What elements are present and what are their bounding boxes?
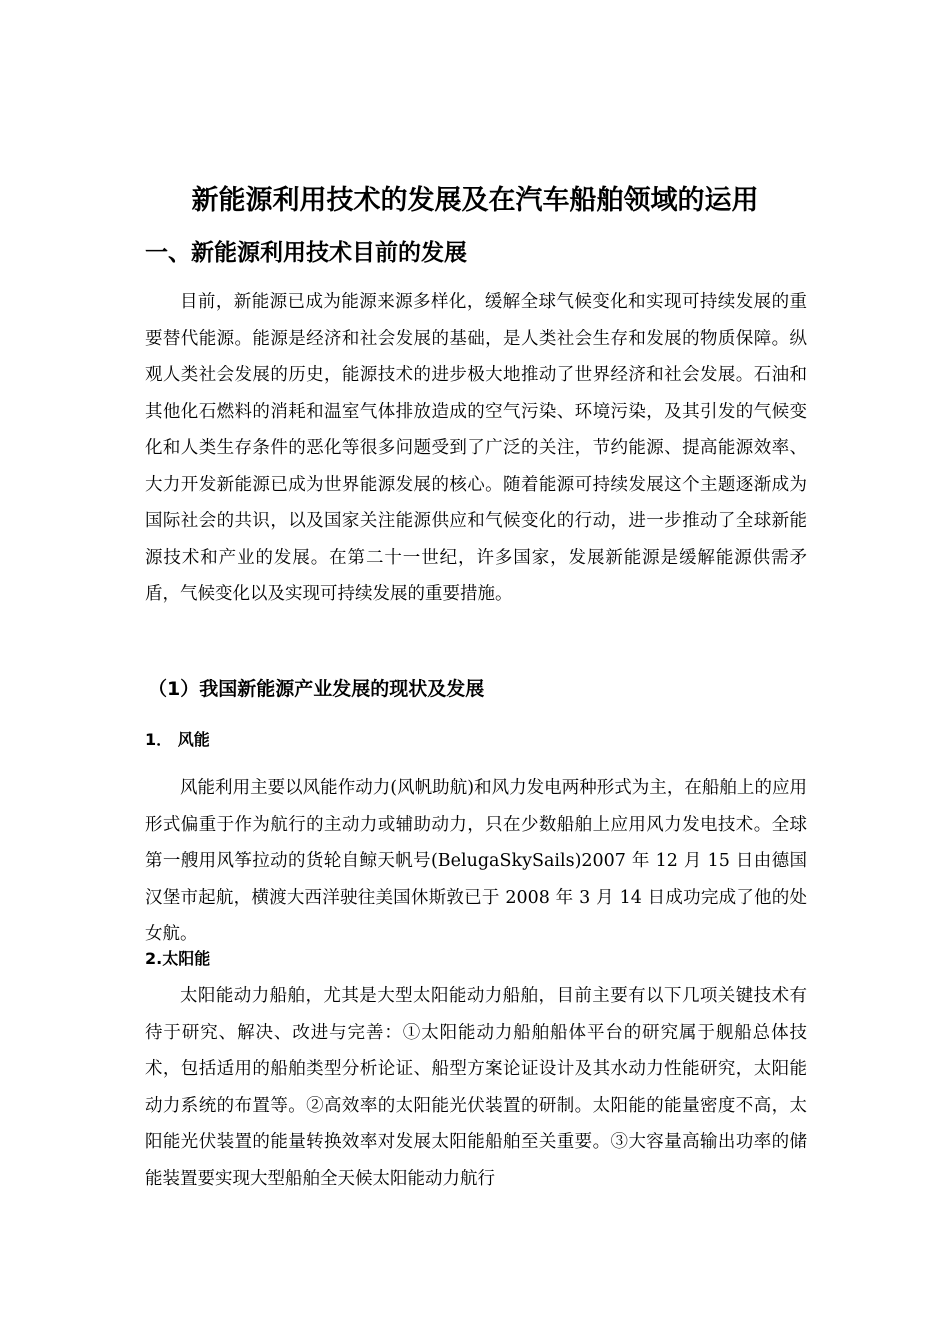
section-heading: 一、新能源利用技术目前的发展	[145, 240, 467, 266]
intro-paragraph: 目前，新能源已成为能源来源多样化，缓解全球气候变化和实现可持续发展的重要替代能源。能源是经济和社会发展的基础，是人类社会生存和发展的物质保障。纵观人类社会发展的历史，能源技术的进步极大地推动了世界经济和社会发展。石油和其他化石燃料的消耗和温室气体排放造成的空气污染、环境污染，及其引发的气候变化和人类生存条件的恶化等很多问题受到了广泛的关注，节约能源、提高能源效率、大力开发新能源已成为世界能源发展的核心。随着能源可持续发展这个主题逐渐成为国际社会的共识，以及国家关注能源供应和气候变化的行动，进一步推动了全球新能源技术和产业的发展。在第二十一世纪，许多国家，发展新能源是缓解能源供需矛盾，气候变化以及实现可持续发展的重要措施。	[145, 292, 807, 604]
solar-paragraph: 太阳能动力船舶，尤其是大型太阳能动力船舶，目前主要有以下几项关键技术有待于研究、解决、改进与完善：①太阳能动力船舶船体平台的研究属于舰船总体技术，包括适用的船舶类型分析论证、船型方案论证设计及其水动力性能研究，太阳能动力系统的布置等。②高效率的太阳能光伏装置的研制。太阳能的能量密度不高，太阳能光伏装置的能量转换效率对发展太阳能船舶至关重要。③大容量高输出功率的储能装置要实现大型船舶全天候太阳能动力航行	[145, 986, 807, 1189]
subsection-heading: （1）我国新能源产业发展的现状及发展	[148, 678, 485, 700]
solar-heading: 2.太阳能	[145, 949, 211, 968]
document-title: 新能源利用技术的发展及在汽车船舶领域的运用	[191, 185, 759, 216]
wind-paragraph: 风能利用主要以风能作动力(风帆助航)和风力发电两种形式为主，在船舶上的应用形式偏重于作为航行的主动力或辅助动力，只在少数船舶上应用风力发电技术。全球第一艘用风筝拉动的货轮自鲸天帆号(BelugaSkySails)2007 年 12 月 15 日由德国汉堡市起航，横渡大西洋驶往美国休斯敦已于 2008 年 3 月 14 日成功完成了他的处女航。	[145, 778, 807, 944]
wind-heading: 1． 风能	[145, 730, 210, 749]
